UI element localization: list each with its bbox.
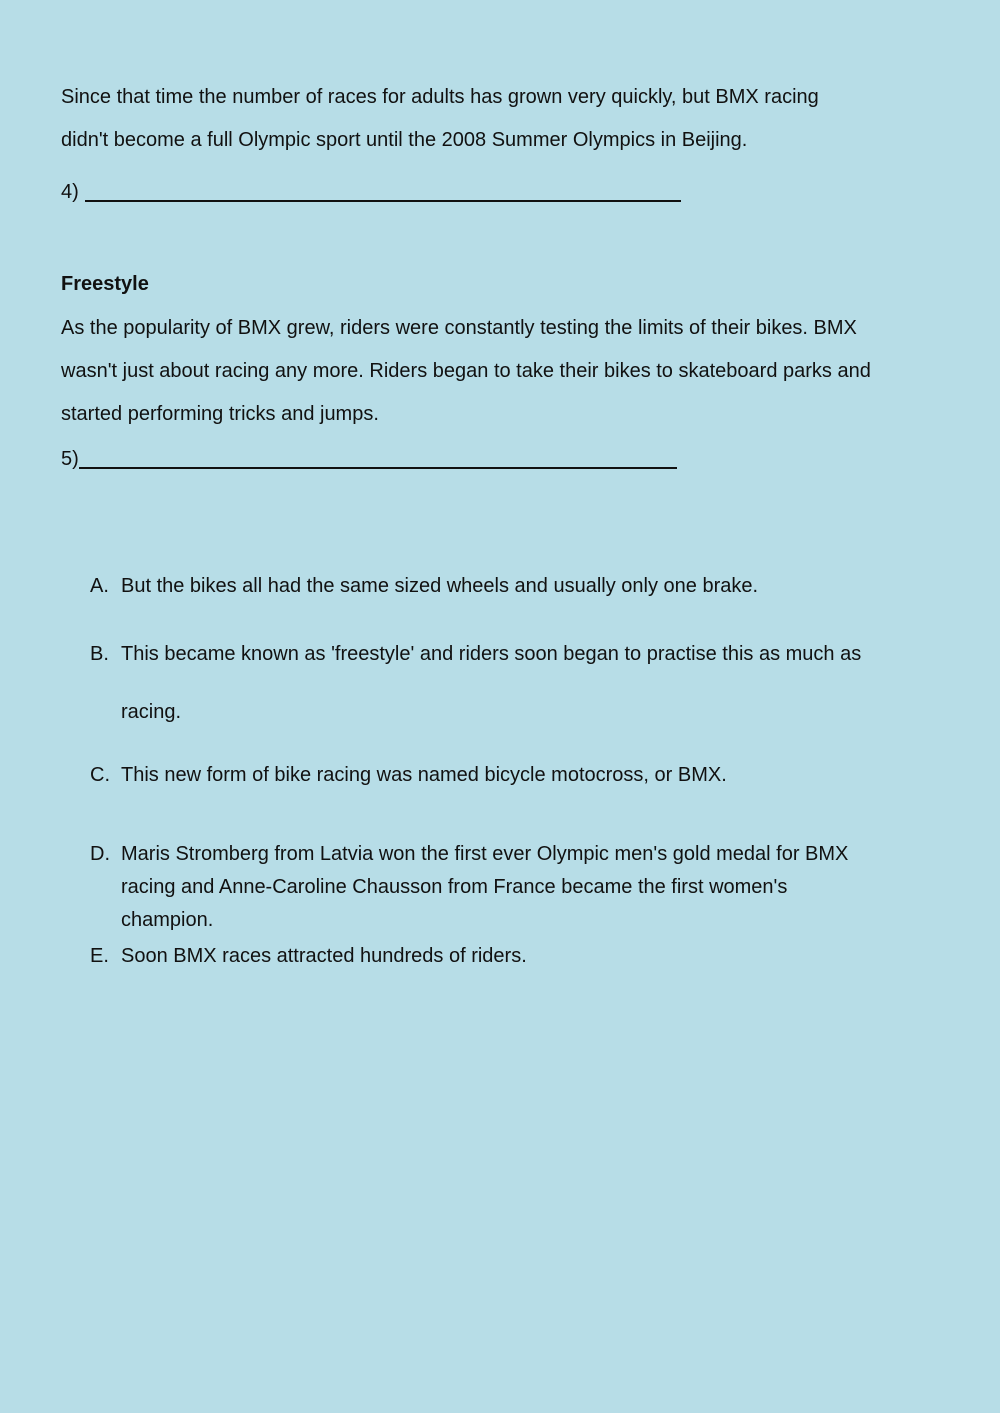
option-b-text (121, 641, 930, 725)
freestyle-line-1: As the popularity of BMX grew, riders were constantly testing the limits of their bikes. BMX (61, 317, 857, 339)
option-e-text (121, 945, 930, 968)
option-c (90, 764, 930, 787)
gap-4-blank[interactable] (85, 182, 681, 202)
intro-paragraph (61, 76, 941, 162)
option-e-letter: E. (90, 945, 109, 967)
option-e (90, 945, 930, 968)
option-c-letter: C. (90, 764, 110, 786)
option-a (90, 575, 930, 598)
freestyle-paragraph (61, 307, 941, 436)
option-a-line-1: But the bikes all had the same sized wheels and usually only one brake. (121, 575, 759, 597)
option-d (90, 838, 930, 937)
option-c-line-1: This new form of bike racing was named bicycle motocross, or BMX. (121, 764, 727, 786)
freestyle-line-3: started performing tricks and jumps. (61, 403, 379, 425)
option-b (90, 641, 930, 725)
option-b-letter: B. (90, 643, 109, 665)
answer-gap-4[interactable] (61, 176, 681, 204)
option-d-line-1: Maris Stromberg from Latvia won the first ever Olympic men's gold medal for BMX (121, 843, 849, 865)
gap-5-label: 5) (61, 448, 79, 470)
option-e-line-1: Soon BMX races attracted hundreds of riders. (121, 945, 527, 967)
gap-5-blank[interactable] (79, 449, 677, 469)
option-c-text (121, 764, 930, 787)
freestyle-heading: Freestyle (61, 273, 149, 295)
option-b-line-2: racing. (121, 701, 182, 723)
option-d-line-2: racing and Anne-Caroline Chausson from France became the first women's (121, 876, 788, 898)
option-b-line-1: This became known as 'freestyle' and riders soon began to practise this as much as (121, 643, 862, 665)
option-d-line-3: champion. (121, 909, 214, 931)
option-a-text (121, 575, 930, 598)
option-d-letter: D. (90, 843, 110, 865)
intro-line-2: didn't become a full Olympic sport until the 2008 Summer Olympics in Beijing. (61, 129, 748, 151)
gap-4-label: 4) (61, 181, 79, 203)
option-d-text (121, 838, 930, 937)
answer-gap-5[interactable] (61, 443, 677, 471)
option-a-letter: A. (90, 575, 109, 597)
intro-line-1: Since that time the number of races for adults has grown very quickly, but BMX racing (61, 86, 819, 108)
freestyle-line-2: wasn't just about racing any more. Riders began to take their bikes to skateboard parks and (61, 360, 871, 382)
